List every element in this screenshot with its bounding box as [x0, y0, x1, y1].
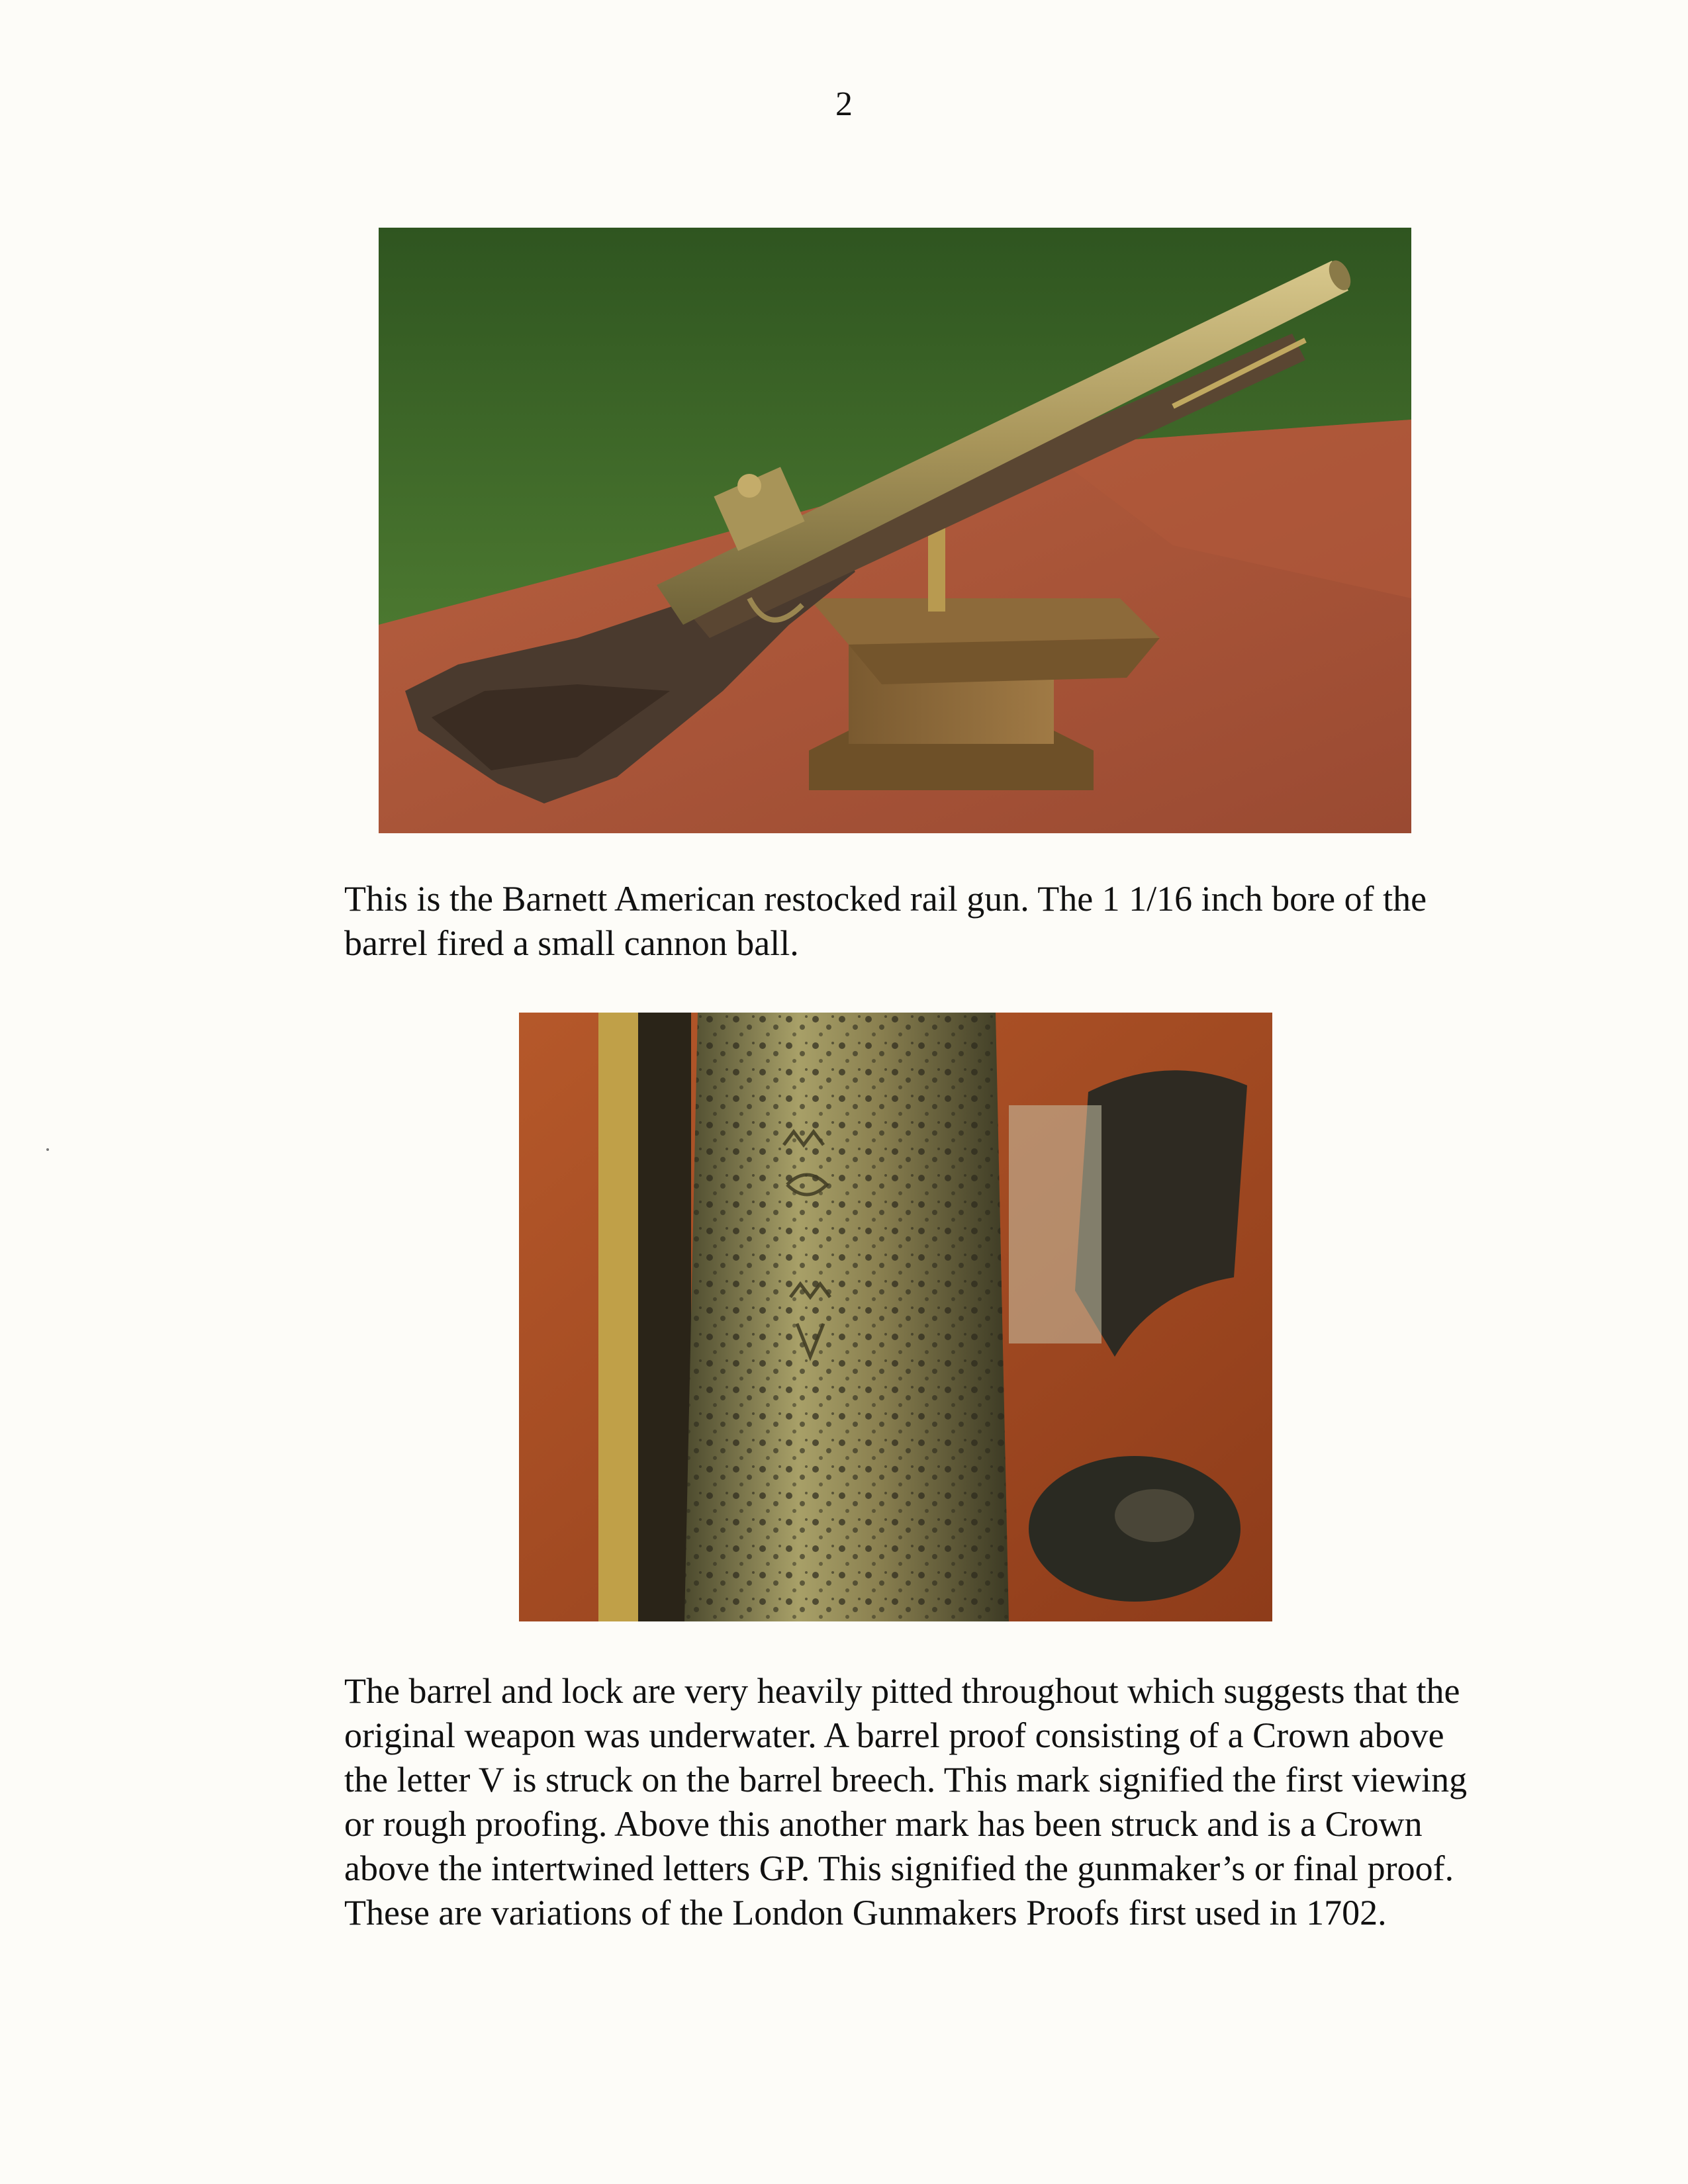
rail-gun-photo	[379, 228, 1411, 833]
page-number: 2	[835, 85, 853, 123]
proof-marks-caption: The barrel and lock are very heavily pitted throughout which suggests that the original weapon was underwater. A barrel proof consisting of a Crown above the letter V is struck on the barrel breech. This mark signified the first viewing or rough proofing. Above this another mark has been struck and is a Crown above the intertwined letters GP. This signified the gunmaker’s or final proof. These are variations of the London Gunmakers Proofs first used in 1702.	[344, 1671, 1468, 1933]
barrel-breech-photo	[519, 1013, 1272, 1621]
rail-gun-caption: This is the Barnett American restocked rail gun. The 1 1/16 inch bore of the barrel fired a small cannon ball.	[344, 879, 1427, 963]
scan-speck	[46, 1148, 49, 1151]
